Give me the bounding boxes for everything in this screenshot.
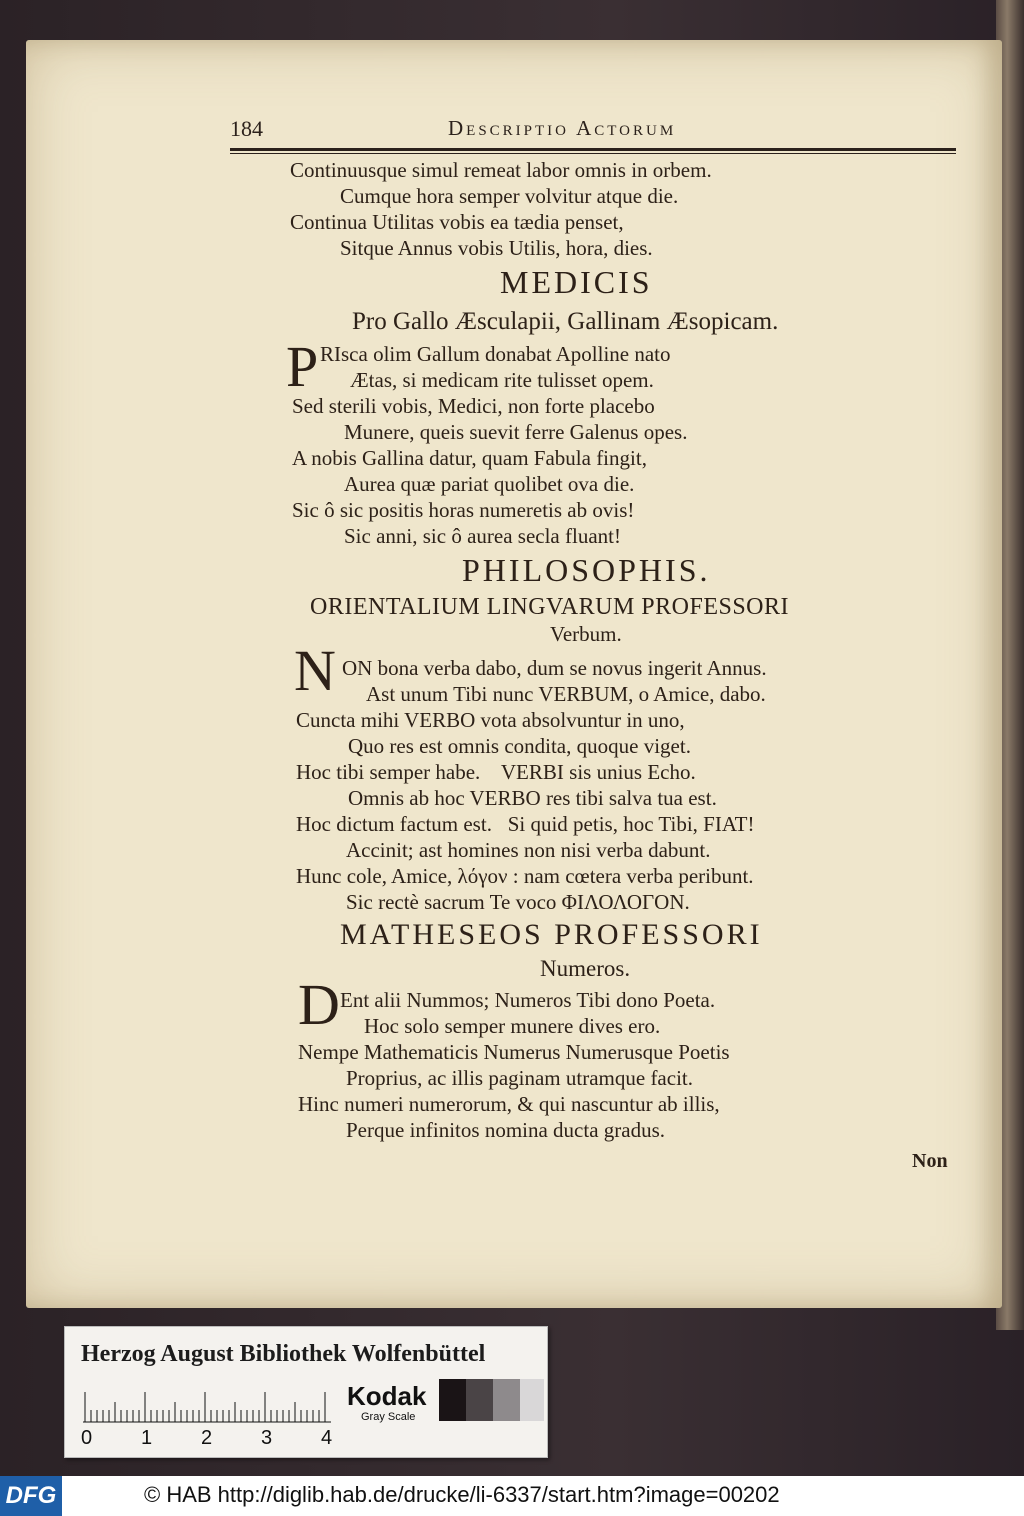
verse-line: Munere, queis suevit ferre Galenus opes. xyxy=(344,420,688,444)
verse-line: Cuncta mihi VERBO vota absolvuntur in uno, xyxy=(296,708,685,732)
library-name: Herzog August Bibliothek Wolfenbüttel xyxy=(81,1341,486,1367)
section-heading-philosophis: PHILOSOPHIS. xyxy=(462,552,711,588)
verse-line: Aurea quæ pariat quolibet ova die. xyxy=(344,472,635,496)
header-rule-thin xyxy=(230,153,956,154)
color-reference-card xyxy=(64,1326,548,1458)
verse-line: Sitque Annus vobis Utilis, hora, dies. xyxy=(340,236,653,260)
ruler-number: 2 xyxy=(201,1427,213,1449)
drop-cap: D xyxy=(298,972,340,1037)
catchword: Non xyxy=(912,1150,948,1172)
verse-line: A nobis Gallina datur, quam Fabula fingit, xyxy=(292,446,647,470)
verse-line: Accinit; ast homines non nisi verba dabunt. xyxy=(346,838,711,862)
section-subheading: ORIENTALIUM LINGVARUM PROFESSORI xyxy=(310,594,790,620)
kodak-logo: Kodak xyxy=(347,1381,427,1411)
gray-swatch xyxy=(439,1379,466,1421)
verse-line: Ætas, si medicam rite tulisset opem. xyxy=(350,368,654,392)
verse-line: Ast unum Tibi nunc VERBUM, o Amice, dabo. xyxy=(366,682,766,706)
section-subheading: Pro Gallo Æsculapii, Gallinam Æsopicam. xyxy=(352,308,779,335)
gray-swatch xyxy=(493,1379,520,1421)
verse-line: Hinc numeri numerorum, & qui nascuntur ab illis, xyxy=(298,1092,720,1116)
dfg-logo: DFG xyxy=(0,1476,62,1516)
ruler-numbers xyxy=(75,1427,335,1451)
running-head xyxy=(230,112,956,152)
header-rule xyxy=(230,148,956,151)
section-heading-matheseos: MATHESEOS PROFESSORI xyxy=(340,918,763,951)
section-subheading: Numeros. xyxy=(540,956,631,981)
verse-line: Quo res est omnis condita, quoque viget. xyxy=(348,734,691,758)
gray-scale-label: Gray Scale xyxy=(361,1411,416,1423)
verse-line: Cumque hora semper volvitur atque die. xyxy=(340,184,679,208)
page-number: 184 xyxy=(230,116,263,141)
verse-line: RIsca olim Gallum donabat Apolline nato xyxy=(320,342,671,366)
verse-line: Hoc tibi semper habe. VERBI sis unius Echo. xyxy=(296,760,696,784)
verse-line: Sic rectè sacrum Te voco ΦΙΛΟΛΟΓΟΝ. xyxy=(346,890,690,914)
verse-line: Perque infinitos nomina ducta gradus. xyxy=(346,1118,666,1142)
verse-line: Hoc dictum factum est. Si quid petis, hoc Tibi, FIAT! xyxy=(296,812,755,836)
gray-swatch xyxy=(520,1379,544,1421)
verse-line: Continuusque simul remeat labor omnis in orbem. xyxy=(290,158,712,182)
verse-line: Nempe Mathematicis Numerus Numerusque Poetis xyxy=(298,1040,730,1064)
ruler-number: 0 xyxy=(81,1427,93,1449)
copyright-link[interactable]: © HAB http://diglib.hab.de/drucke/li-6337/start.htm?image=00202 xyxy=(144,1482,780,1507)
verse-line: Sic ô sic positis horas numeretis ab ovis! xyxy=(292,498,635,522)
gray-swatch xyxy=(466,1379,493,1421)
verse-line: ON bona verba dabo, dum se novus ingerit Annus. xyxy=(342,656,767,680)
running-title: Descriptio Actorum xyxy=(448,116,677,140)
verse-line: Sed sterili vobis, Medici, non forte placebo xyxy=(292,394,655,418)
verse-line: Proprius, ac illis paginam utramque facit. xyxy=(346,1066,693,1090)
verse-line: Omnis ab hoc VERBO res tibi salva tua est. xyxy=(348,786,717,810)
drop-cap: N xyxy=(294,638,336,703)
footer-bar xyxy=(0,1476,1024,1516)
verse-line: Continua Utilitas vobis ea tædia penset, xyxy=(290,210,624,234)
ruler-scale xyxy=(83,1389,331,1423)
verse-line: Hoc solo semper munere dives ero. xyxy=(364,1014,661,1038)
verse-line: Sic anni, sic ô aurea secla fluant! xyxy=(344,524,621,548)
verse-line: Hunc cole, Amice, λόγον : nam cœtera verba peribunt. xyxy=(296,864,754,888)
ruler-number: 4 xyxy=(321,1427,333,1449)
section-heading-medicis: MEDICIS xyxy=(500,264,653,300)
ruler-number: 1 xyxy=(141,1427,153,1449)
verse-line: Ent alii Nummos; Numeros Tibi dono Poeta. xyxy=(340,988,716,1012)
drop-cap: P xyxy=(286,334,319,399)
ruler-number: 3 xyxy=(261,1427,273,1449)
section-subheading-2: Verbum. xyxy=(550,622,622,646)
